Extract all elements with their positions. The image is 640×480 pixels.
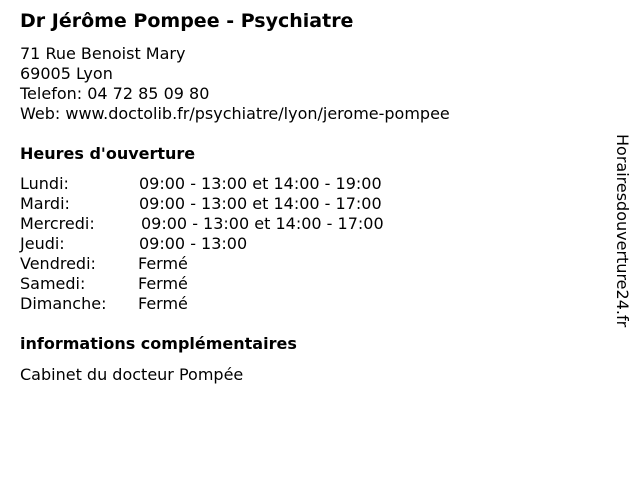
- hours-value: Fermé: [138, 274, 188, 293]
- day-label: Lundi:: [20, 174, 69, 193]
- hours-value: Fermé: [138, 254, 188, 273]
- watermark-text: Horairesdouverture24.fr: [613, 134, 632, 328]
- day-label: Dimanche:: [20, 294, 107, 313]
- info-heading: informations complémentaires: [20, 334, 297, 353]
- day-label: Mardi:: [20, 194, 70, 213]
- watermark: [612, 134, 632, 346]
- day-label: Mercredi:: [20, 214, 95, 233]
- day-label: Samedi:: [20, 274, 86, 293]
- hours-value: Fermé: [138, 294, 188, 313]
- hours-value: 09:00 - 13:00 et 14:00 - 17:00: [139, 194, 382, 213]
- address-block: [20, 44, 450, 124]
- phone-number: Telefon: 04 72 85 09 80: [20, 84, 210, 103]
- hours-value: 09:00 - 13:00: [139, 234, 248, 253]
- day-label: Jeudi:: [20, 234, 65, 253]
- hours-value: 09:00 - 13:00 et 14:00 - 19:00: [139, 174, 382, 193]
- website: Web: www.doctolib.fr/psychiatre/lyon/jerome-pompee: [20, 104, 450, 123]
- hours-heading: Heures d'ouverture: [20, 144, 196, 163]
- page-title: Dr Jérôme Pompee - Psychiatre: [20, 10, 354, 32]
- info-text: Cabinet du docteur Pompée: [20, 365, 244, 384]
- hours-value: 09:00 - 13:00 et 14:00 - 17:00: [141, 214, 384, 233]
- day-label: Vendredi:: [20, 254, 96, 273]
- address-city: 69005 Lyon: [20, 64, 113, 83]
- address-street: 71 Rue Benoist Mary: [20, 44, 186, 63]
